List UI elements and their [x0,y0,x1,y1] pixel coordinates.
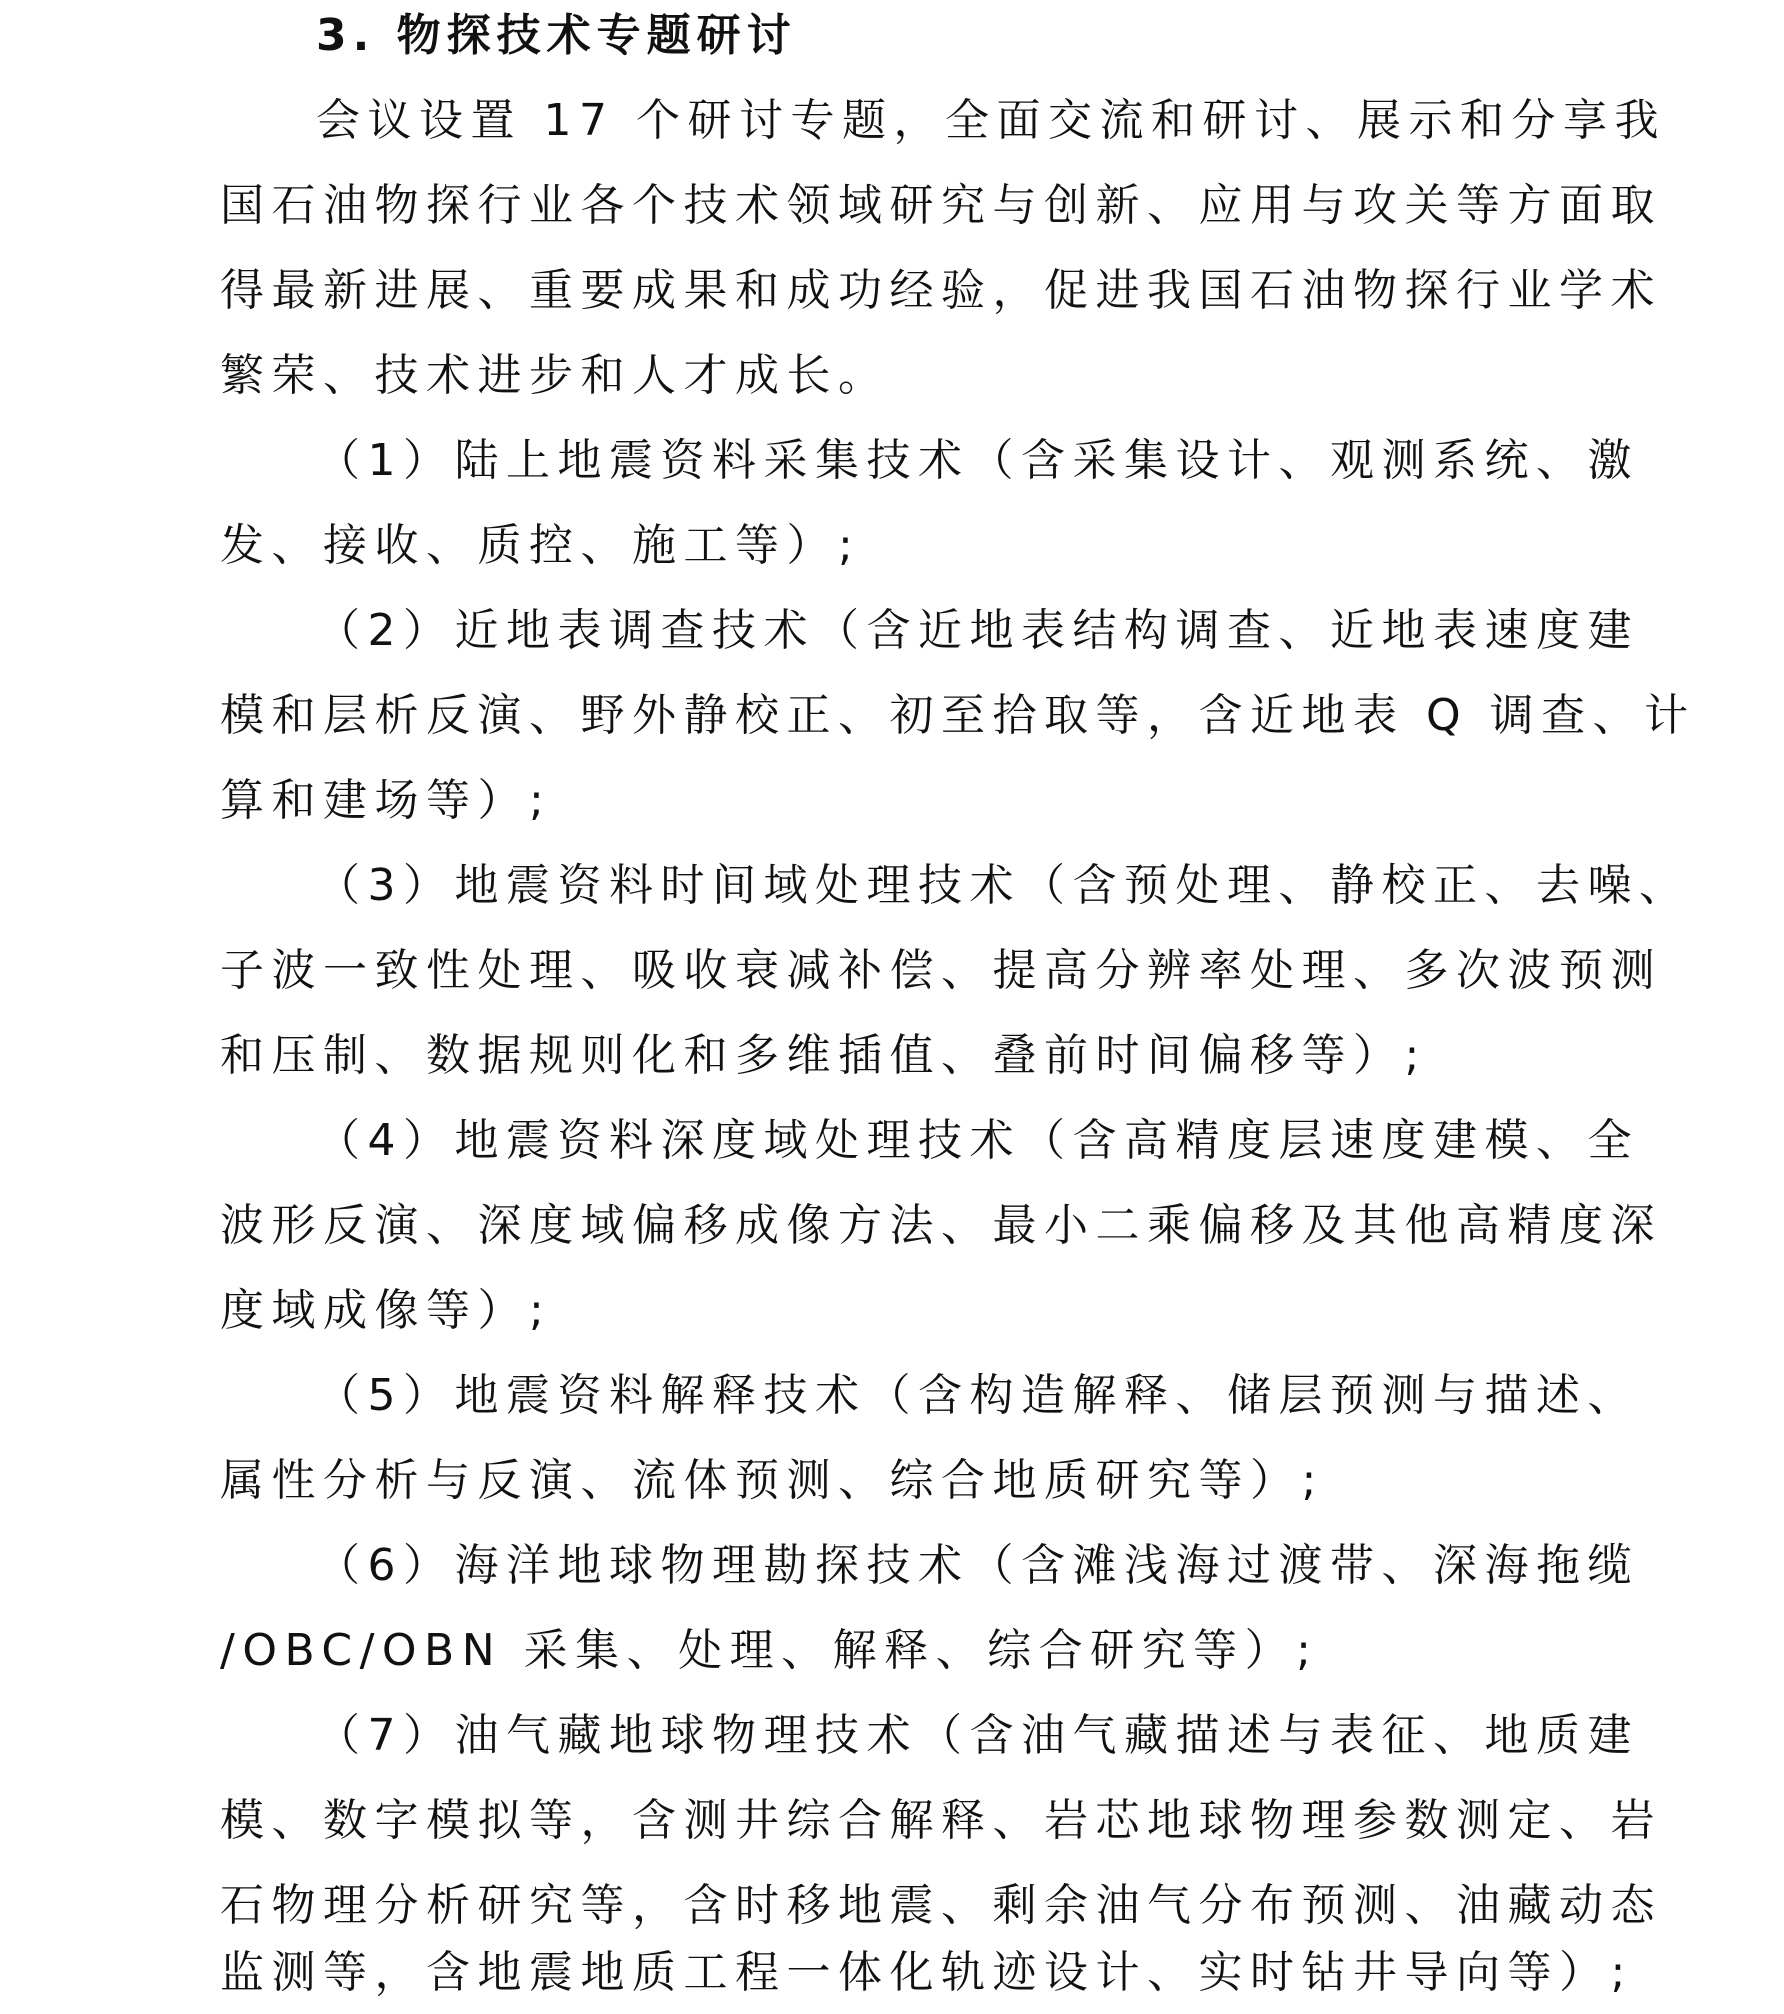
topic-7-line-3: 石物理分析研究等，含时移地震、剩余油气分布预测、油藏动态 [220,1880,1662,1931]
intro-line: 繁荣、技术进步和人才成长。 [220,350,890,401]
topic-7-line-4: 监测等，含地震地质工程一体化轨迹设计、实时钻井导向等）; [220,1947,1633,1998]
topic-6-line-1: （6）海洋地球物理勘探技术（含滩浅海过渡带、深海拖缆 [316,1540,1639,1591]
topic-4-line-2: 波形反演、深度域偏移成像方法、最小二乘偏移及其他高精度深 [220,1200,1662,1251]
topic-4-line-1: （4）地震资料深度域处理技术（含高精度层速度建模、全 [316,1115,1639,1166]
topic-3-line-2: 子波一致性处理、吸收衰减补偿、提高分辨率处理、多次波预测 [220,945,1662,996]
topic-2-line-2: 模和层析反演、野外静校正、初至拾取等，含近地表 Q 调查、计 [220,690,1696,741]
topic-7-line-1: （7）油气藏地球物理技术（含油气藏描述与表征、地质建 [316,1710,1639,1761]
intro-line: 会议设置 17 个研讨专题，全面交流和研讨、展示和分享我 [316,95,1666,146]
topic-3-line-1: （3）地震资料时间域处理技术（含预处理、静校正、去噪、 [316,860,1691,911]
topic-3-line-3: 和压制、数据规则化和多维插值、叠前时间偏移等）; [220,1030,1427,1081]
topic-1-line-2: 发、接收、质控、施工等）; [220,520,861,571]
section-heading: 3. 物探技术专题研讨 [316,10,797,61]
topic-5-line-2: 属性分析与反演、流体预测、综合地质研究等）; [220,1455,1324,1506]
topic-2-line-3: 算和建场等）; [220,775,552,826]
topic-5-line-1: （5）地震资料解释技术（含构造解释、储层预测与描述、 [316,1370,1639,1421]
topic-6-line-2: /OBC/OBN 采集、处理、解释、综合研究等）; [220,1625,1319,1676]
intro-line: 得最新进展、重要成果和成功经验，促进我国石油物探行业学术 [220,265,1662,316]
intro-line: 国石油物探行业各个技术领域研究与创新、应用与攻关等方面取 [220,180,1662,231]
topic-2-line-1: （2）近地表调查技术（含近地表结构调查、近地表速度建 [316,605,1639,656]
topic-7-line-2: 模、数字模拟等，含测井综合解释、岩芯地球物理参数测定、岩 [220,1795,1662,1846]
topic-4-line-3: 度域成像等）; [220,1285,552,1336]
topic-1-line-1: （1）陆上地震资料采集技术（含采集设计、观测系统、激 [316,435,1639,486]
